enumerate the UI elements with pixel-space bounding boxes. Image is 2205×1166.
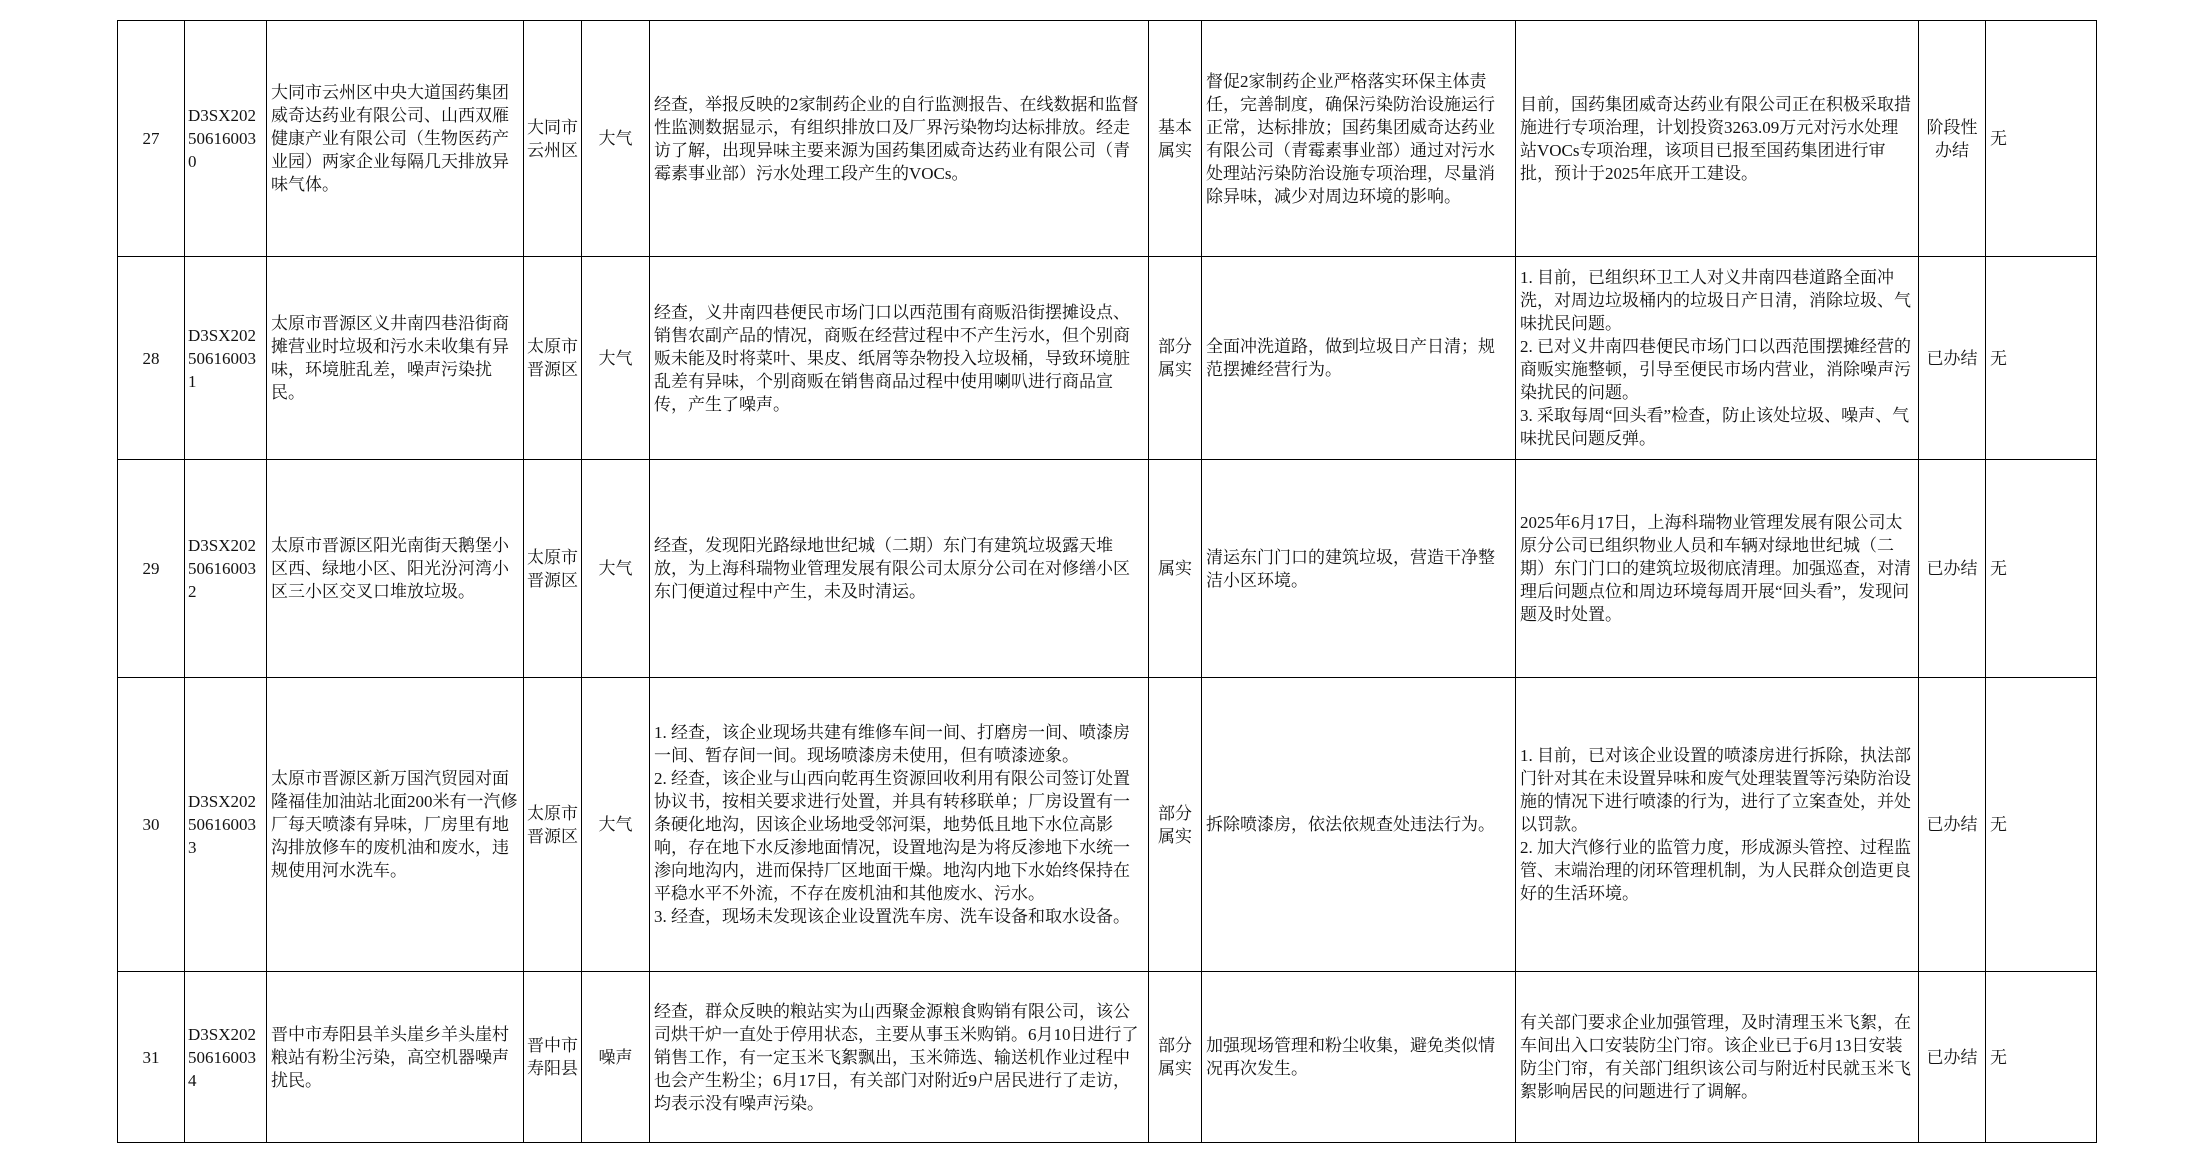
complaint-content-cell: 晋中市寿阳县羊头崖乡羊头崖村粮站有粉尘污染，高空机器噪声扰民。 bbox=[267, 972, 524, 1143]
investigation-item: 3. 经查，现场未发现该企业设置洗车房、洗车设备和取水设备。 bbox=[654, 907, 1130, 926]
rectification-item: 1. 目前，已组织环卫工人对义井南四巷道路全面冲洗，对周边垃圾桶内的垃圾日产日清，消除垃圾、气味扰民问题。 bbox=[1520, 268, 1911, 333]
rectification-cell bbox=[1516, 257, 1919, 460]
verdict-cell: 基本属实 bbox=[1149, 21, 1202, 257]
rectification-item: 1. 目前，已对该企业设置的喷漆房进行拆除，执法部门针对其在未设置异味和废气处理装置等污染防治设施的情况下进行喷漆的行为，进行了立案查处，并处以罚款。 bbox=[1520, 746, 1911, 834]
verdict-cell: 属实 bbox=[1149, 460, 1202, 678]
investigation-cell bbox=[650, 678, 1149, 972]
investigation-cell: 经查，举报反映的2家制药企业的自行监测报告、在线数据和监督性监测数据显示，有组织排放口及厂界污染物均达标排放。经走访了解，出现异味主要来源为国药集团威奇达药业有限公司（青霉素事业部）污水处理工段产生的VOCs。 bbox=[650, 21, 1149, 257]
accountability-cell: 无 bbox=[1986, 678, 2097, 972]
accountability-cell: 无 bbox=[1986, 460, 2097, 678]
handling-opinion-cell: 清运东门门口的建筑垃圾，营造干净整洁小区环境。 bbox=[1202, 460, 1516, 678]
status-cell: 已办结 bbox=[1919, 678, 1986, 972]
row-number-cell: 30 bbox=[118, 678, 185, 972]
handling-opinion-cell: 督促2家制药企业严格落实环保主体责任，完善制度，确保污染防治设施运行正常，达标排放；国药集团威奇达药业有限公司（青霉素事业部）通过对污水处理站污染防治设施专项治理，尽量消除异味，减少对周边环境的影响。 bbox=[1202, 21, 1516, 257]
rectification-item: 2. 已对义井南四巷便民市场门口以西范围摆摊经营的商贩实施整顿，引导至便民市场内营业，消除噪声污染扰民的问题。 bbox=[1520, 337, 1911, 402]
handling-opinion-cell: 拆除喷漆房，依法依规查处违法行为。 bbox=[1202, 678, 1516, 972]
pollution-type-cell: 大气 bbox=[582, 678, 650, 972]
complaint-id-cell: D3SX202506160032 bbox=[185, 460, 267, 678]
investigation-item: 2. 经查，该企业与山西向乾再生资源回收利用有限公司签订处置协议书，按相关要求进行处置，并具有转移联单；厂房设置有一条硬化地沟，因该企业场地受邻河渠，地势低且地下水位高影响，存在地下水反渗地面情况，设置地沟是为将反渗地下水统一渗向地沟内，进而保持厂区地面干燥。地沟内地下水始终保持在平稳水平不外流，不存在废机油和其他废水、污水。 bbox=[654, 769, 1130, 903]
table-row bbox=[118, 257, 2097, 460]
complaint-id-cell: D3SX202506160031 bbox=[185, 257, 267, 460]
row-number-cell: 28 bbox=[118, 257, 185, 460]
district-cell: 太原市晋源区 bbox=[524, 460, 582, 678]
status-cell: 已办结 bbox=[1919, 257, 1986, 460]
district-cell: 晋中市寿阳县 bbox=[524, 972, 582, 1143]
row-number-cell: 31 bbox=[118, 972, 185, 1143]
accountability-cell: 无 bbox=[1986, 972, 2097, 1143]
row-number-cell: 27 bbox=[118, 21, 185, 257]
table-row bbox=[118, 678, 2097, 972]
complaint-content-cell: 太原市晋源区新万国汽贸园对面隆福佳加油站北面200米有一汽修厂每天喷漆有异味，厂房里有地沟排放修车的废机油和废水，违规使用河水洗车。 bbox=[267, 678, 524, 972]
verdict-cell: 部分属实 bbox=[1149, 678, 1202, 972]
status-cell: 阶段性办结 bbox=[1919, 21, 1986, 257]
investigation-cell: 经查，义井南四巷便民市场门口以西范围有商贩沿街摆摊设点、销售农副产品的情况，商贩在经营过程中不产生污水，但个别商贩未能及时将菜叶、果皮、纸屑等杂物投入垃圾桶，导致环境脏乱差有异味，个别商贩在销售商品过程中使用喇叭进行商品宣传，产生了噪声。 bbox=[650, 257, 1149, 460]
district-cell: 太原市晋源区 bbox=[524, 678, 582, 972]
handling-opinion-cell: 全面冲洗道路，做到垃圾日产日清；规范摆摊经营行为。 bbox=[1202, 257, 1516, 460]
accountability-cell: 无 bbox=[1986, 21, 2097, 257]
district-cell: 太原市晋源区 bbox=[524, 257, 582, 460]
rectification-cell bbox=[1516, 678, 1919, 972]
table-row bbox=[118, 21, 2097, 257]
investigation-cell: 经查，群众反映的粮站实为山西聚金源粮食购销有限公司，该公司烘干炉一直处于停用状态，主要从事玉米购销。6月10日进行了销售工作，有一定玉米飞絮飘出，玉米筛选、输送机作业过程中也会产生粉尘；6月17日，有关部门对附近9户居民进行了走访，均表示没有噪声污染。 bbox=[650, 972, 1149, 1143]
handling-opinion-cell: 加强现场管理和粉尘收集，避免类似情况再次发生。 bbox=[1202, 972, 1516, 1143]
status-cell: 已办结 bbox=[1919, 972, 1986, 1143]
rectification-cell: 2025年6月17日，上海科瑞物业管理发展有限公司太原分公司已组织物业人员和车辆对绿地世纪城（二期）东门门口的建筑垃圾彻底清理。加强巡查，对清理后问题点位和周边环境每周开展“回头看”，发现问题及时处置。 bbox=[1516, 460, 1919, 678]
pollution-type-cell: 大气 bbox=[582, 257, 650, 460]
investigation-cell: 经查，发现阳光路绿地世纪城（二期）东门有建筑垃圾露天堆放，为上海科瑞物业管理发展有限公司太原分公司在对修缮小区东门便道过程中产生，未及时清运。 bbox=[650, 460, 1149, 678]
complaint-id-cell: D3SX202506160033 bbox=[185, 678, 267, 972]
accountability-cell: 无 bbox=[1986, 257, 2097, 460]
status-cell: 已办结 bbox=[1919, 460, 1986, 678]
rectification-cell: 有关部门要求企业加强管理，及时清理玉米飞絮，在车间出入口安装防尘门帘。该企业已于6月13日安装防尘门帘，有关部门组织该公司与附近村民就玉米飞絮影响居民的问题进行了调解。 bbox=[1516, 972, 1919, 1143]
complaint-id-cell: D3SX202506160034 bbox=[185, 972, 267, 1143]
investigation-item: 1. 经查，该企业现场共建有维修车间一间、打磨房一间、喷漆房一间、暂存间一间。现场喷漆房未使用，但有喷漆迹象。 bbox=[654, 723, 1130, 765]
table-row bbox=[118, 460, 2097, 678]
verdict-cell: 部分属实 bbox=[1149, 972, 1202, 1143]
pollution-type-cell: 大气 bbox=[582, 21, 650, 257]
row-number-cell: 29 bbox=[118, 460, 185, 678]
complaint-content-cell: 太原市晋源区义井南四巷沿街商摊营业时垃圾和污水未收集有异味，环境脏乱差，噪声污染扰民。 bbox=[267, 257, 524, 460]
complaint-id-cell: D3SX202506160030 bbox=[185, 21, 267, 257]
rectification-item: 2. 加大汽修行业的监管力度，形成源头管控、过程监管、末端治理的闭环管理机制，为人民群众创造更良好的生活环境。 bbox=[1520, 838, 1911, 903]
complaint-content-cell: 太原市晋源区阳光南街天鹅堡小区西、绿地小区、阳光汾河湾小区三小区交叉口堆放垃圾。 bbox=[267, 460, 524, 678]
rectification-cell: 目前，国药集团威奇达药业有限公司正在积极采取措施进行专项治理，计划投资3263.09万元对污水处理站VOCs专项治理，该项目已报至国药集团进行审批，预计于2025年底开工建设。 bbox=[1516, 21, 1919, 257]
pollution-type-cell: 大气 bbox=[582, 460, 650, 678]
complaint-content-cell: 大同市云州区中央大道国药集团威奇达药业有限公司、山西双雁健康产业有限公司（生物医药产业园）两家企业每隔几天排放异味气体。 bbox=[267, 21, 524, 257]
rectification-item: 3. 采取每周“回头看”检查，防止该处垃圾、噪声、气味扰民问题反弹。 bbox=[1520, 406, 1910, 448]
district-cell: 大同市云州区 bbox=[524, 21, 582, 257]
table-row bbox=[118, 972, 2097, 1143]
pollution-type-cell: 噪声 bbox=[582, 972, 650, 1143]
verdict-cell: 部分属实 bbox=[1149, 257, 1202, 460]
complaint-handling-table bbox=[117, 20, 2097, 1143]
